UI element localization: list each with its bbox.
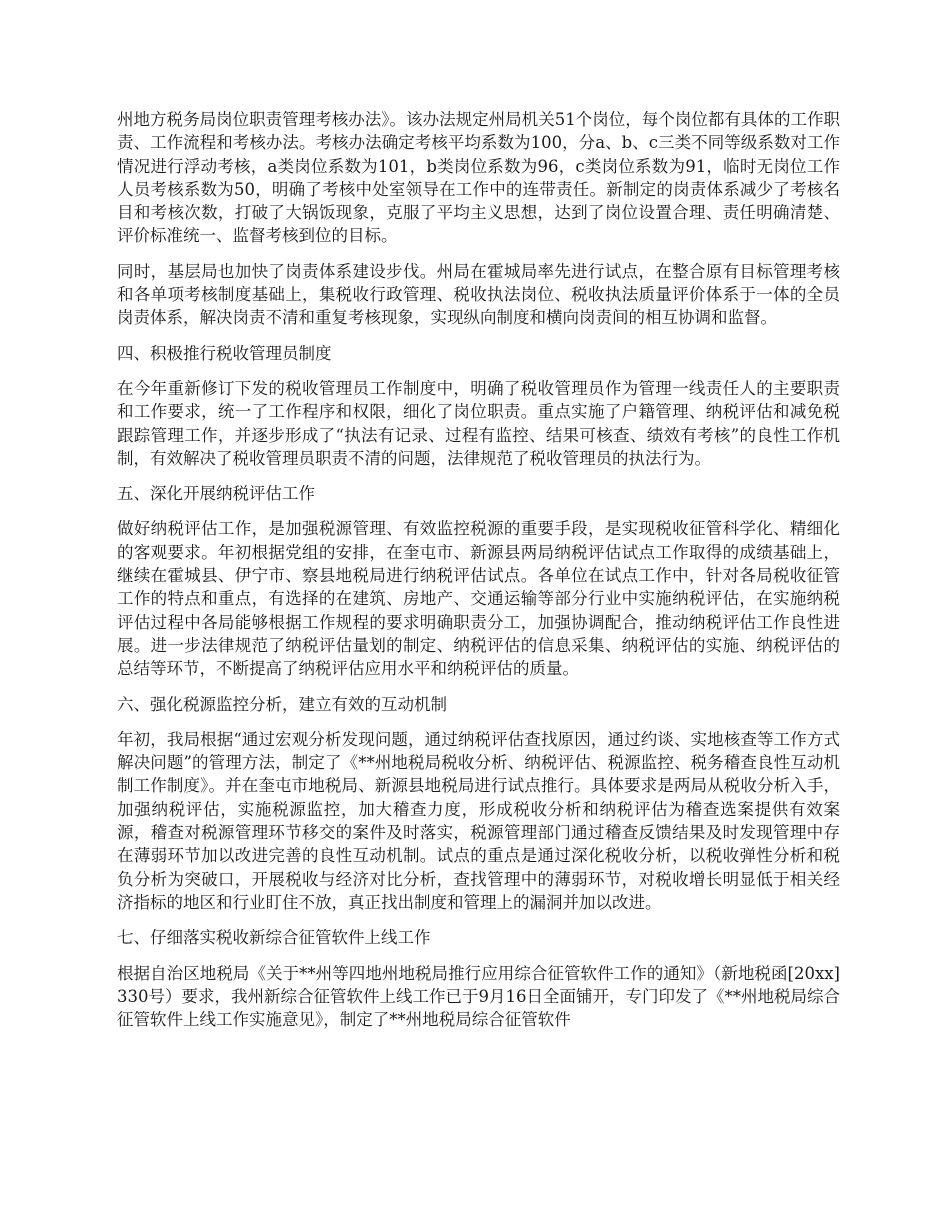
section-heading-monitoring: 六、强化税源监控分析，建立有效的互动机制 <box>117 694 447 714</box>
paragraph-software-launch: 根据自治区地税局《关于**州等四地州地税局推行应用综合征管软件工作的通知》（新地税函[20xx]330号）要求，我州新综合征管软件上线工作已于9月16日全面铺开，专门印发了《**州地税局综合征管软件上线工作实施意见》，制定了**州地税局综合征管软件 <box>117 963 840 1030</box>
document-page <box>117 108 840 1043</box>
paragraph-monitoring-mechanism: 年初，我局根据“通过宏观分析发现问题，通过纳税评估查找原因，通过约谈、实地核查等工作方式解决问题”的管理方法，制定了《**州地税局税收分析、纳税评估、税源监控、税务稽查良性互动机制工作制度》。并在奎屯市地税局、新源县地税局进行试点推行。具体要求是两局从税收分析入手，加强纳税评估，实施税源监控，加大稽查力度，形成税收分析和纳税评估为稽查选案提供有效案源，稽查对税源管理环节移交的案件及时落实，税源管理部门通过稽查反馈结果及时发现管理中存在薄弱环节加以改进完善的良性互动机制。试点的重点是通过深化税收分析，以税收弹性分析和税负分析为突破口，开展税收与经济对比分析，查找管理中的薄弱环节，对税收增长明显低于相关经济指标的地区和行业盯住不放，真正找出制度和管理上的漏洞并加以改进。 <box>117 729 840 912</box>
paragraph-position-assessment: 州地方税务局岗位职责管理考核办法》。该办法规定州局机关51个岗位，每个岗位都有具体的工作职责、工作流程和考核办法。考核办法确定考核平均系数为100，分a、b、c三类不同等级系数对工作情况进行浮动考核，a类岗位系数为101，b类岗位系数为96，c类岗位系数为91，临时无岗位工作人员考核系数为50，明确了考核中处室领导在工作中的连带责任。新制定的岗责体系减少了考核名目和考核次数，打破了大锅饭现象，克服了平均主义思想，达到了岗位设置合理、责任明确清楚、评价标准统一、监督考核到位的目标。 <box>117 110 840 246</box>
paragraph-tax-manager-system: 在今年重新修订下发的税收管理员工作制度中，明确了税收管理员作为管理一线责任人的主要职责和工作要求，统一了工作程序和权限，细化了岗位职责。重点实施了户籍管理、纳税评估和减免税跟踪管理工作，并逐步形成了“执法有记录、过程有监控、结果可核查、绩效有考核”的良性工作机制，有效解决了税收管理员职责不清的问题，法律规范了税收管理员的执法行为。 <box>117 378 840 468</box>
section-heading-software: 七、仔细落实税收新综合征管软件上线工作 <box>117 928 431 948</box>
section-heading-tax-manager: 四、积极推行税收管理员制度 <box>117 343 332 363</box>
paragraph-tax-assessment: 做好纳税评估工作，是加强税源管理、有效监控税源的重要手段，是实现税收征管科学化、精细化的客观要求。年初根据党组的安排，在奎屯市、新源县两局纳税评估试点工作取得的成绩基础上，继续在霍城县、伊宁市、察县地税局进行纳税评估试点。各单位在试点工作中，针对各局税收征管工作的特点和重点，有选择的在建筑、房地产、交通运输等部分行业中实施纳税评估，在实施纳税评估过程中各局能够根据工作规程的要求明确职责分工，加强协调配合，推动纳税评估工作良性进展。进一步法律规范了纳税评估量划的制定、纳税评估的信息采集、纳税评估的实施、纳税评估的总结等环节，不断提高了纳税评估应用水平和纳税评估的质量。 <box>117 519 840 679</box>
section-heading-tax-assessment: 五、深化开展纳税评估工作 <box>117 484 315 504</box>
paragraph-grassroots-pilot: 同时，基层局也加快了岗责体系建设步伐。州局在霍城局率先进行试点，在整合原有目标管理考核和各单项考核制度基础上，集税收行政管理、税收执法岗位、税收执法质量评价体系于一体的全员岗责体系，解决岗责不清和重复考核现象，实现纵向制度和横向岗责间的相互协调和监督。 <box>117 261 840 328</box>
